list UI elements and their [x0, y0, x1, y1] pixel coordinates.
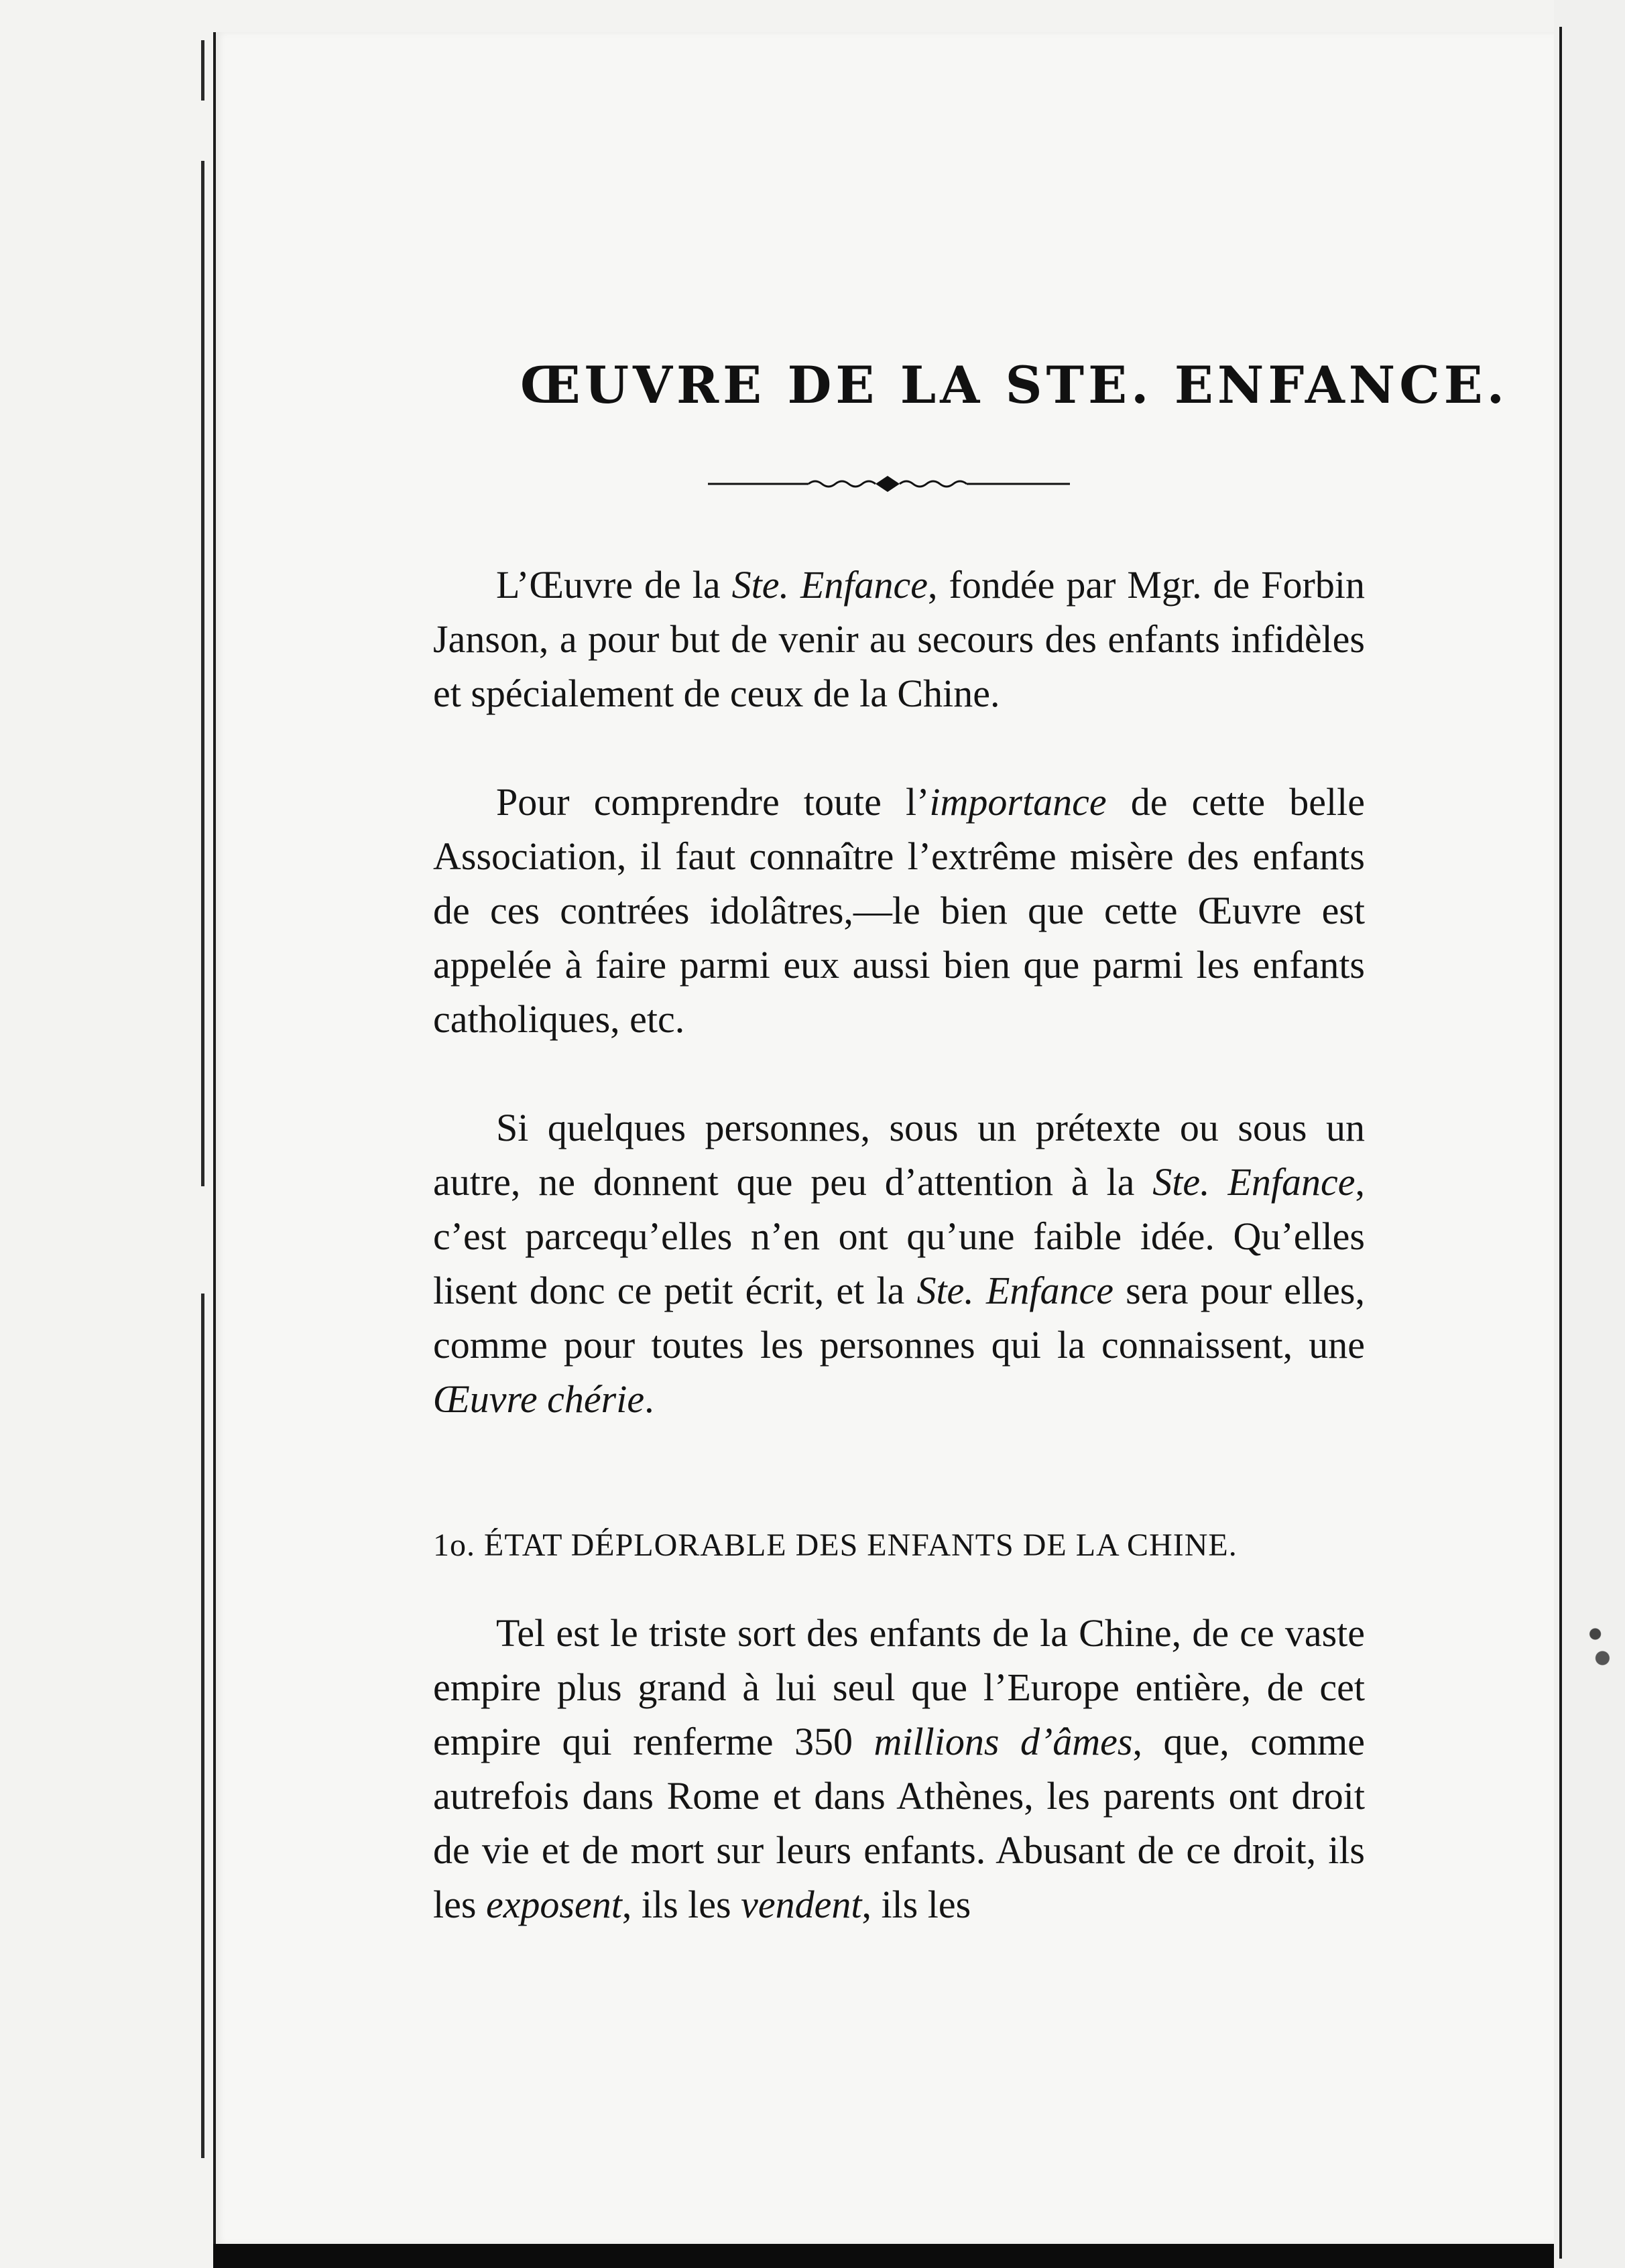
- page-edge: [1559, 27, 1562, 2259]
- importance-paragraph: [433, 775, 1365, 1046]
- ornament-divider: [708, 462, 1070, 503]
- facing-page-edge: [0, 0, 213, 2268]
- page-title: ŒUVRE DE LA STE. ENFANCE.: [520, 355, 1509, 415]
- text-run: , ils les: [861, 1883, 971, 1926]
- text-run: , que, comme autrefois dans Rome et dans Athènes, les parents ont droit de vie et de mort sur leurs enfants. Abusant de ce droit, ils les: [433, 1720, 1365, 1926]
- intro-paragraph: [433, 558, 1365, 720]
- attention-paragraph: [433, 1100, 1365, 1426]
- text-run: L’Œuvre de la: [496, 563, 732, 607]
- gutter-line: [201, 161, 204, 1186]
- text-run: Tel est le triste sort des enfants de la Chine, de ce vaste empire plus grand à lui seul que l’Europe entière, de cet empire qui renferme 350: [433, 1611, 1365, 1763]
- section-paragraph: [433, 1606, 1365, 1932]
- text-run: sera pour elles, comme pour toutes les personnes qui la connaissent, une: [433, 1269, 1365, 1367]
- text-run: Si quelques personnes, sous un prétexte ou sous un autre, ne donnent que peu d’attention à la: [433, 1106, 1365, 1204]
- paper-damage: [1581, 1602, 1617, 1682]
- text-run: , c’est parcequ’elles n’en ont qu’une faible idée. Qu’elles lisent donc ce petit écrit, et la: [433, 1160, 1365, 1312]
- scan-right-margin: [1554, 0, 1625, 2268]
- italic-text-run: millions d’âmes: [874, 1720, 1133, 1763]
- italic-text-run: importance: [929, 780, 1107, 824]
- italic-text-run: vendent: [741, 1883, 862, 1926]
- gutter-line: [201, 40, 204, 101]
- italic-text-run: Œuvre chérie: [433, 1377, 645, 1421]
- scan-top-margin: [0, 0, 1625, 32]
- italic-text-run: Ste. Enfance: [916, 1269, 1114, 1312]
- italic-text-run: Ste. Enfance: [731, 563, 928, 607]
- text-run: de cette belle Association, il faut connaître l’extrême misère des enfants de ces contrées idolâtres,—le bien que cette Œuvre est appelée à faire parmi eux aussi bien que parmi les enfants catholiques, etc.: [433, 780, 1365, 1041]
- section-heading: 1o. ÉTAT DÉPLORABLE DES ENFANTS DE LA CHINE.: [433, 1527, 1238, 1563]
- text-run: , fondée par Mgr. de Forbin Janson, a pour but de venir au secours des enfants infidèles et spécialement de ceux de la Chine.: [433, 563, 1365, 715]
- text-run: , ils les: [621, 1883, 741, 1926]
- text-run: Pour comprendre toute l’: [496, 780, 930, 824]
- italic-text-run: Ste. Enfance: [1152, 1160, 1356, 1204]
- gutter-line: [201, 1294, 204, 2158]
- text-run: .: [644, 1377, 654, 1421]
- italic-text-run: exposent: [485, 1883, 622, 1926]
